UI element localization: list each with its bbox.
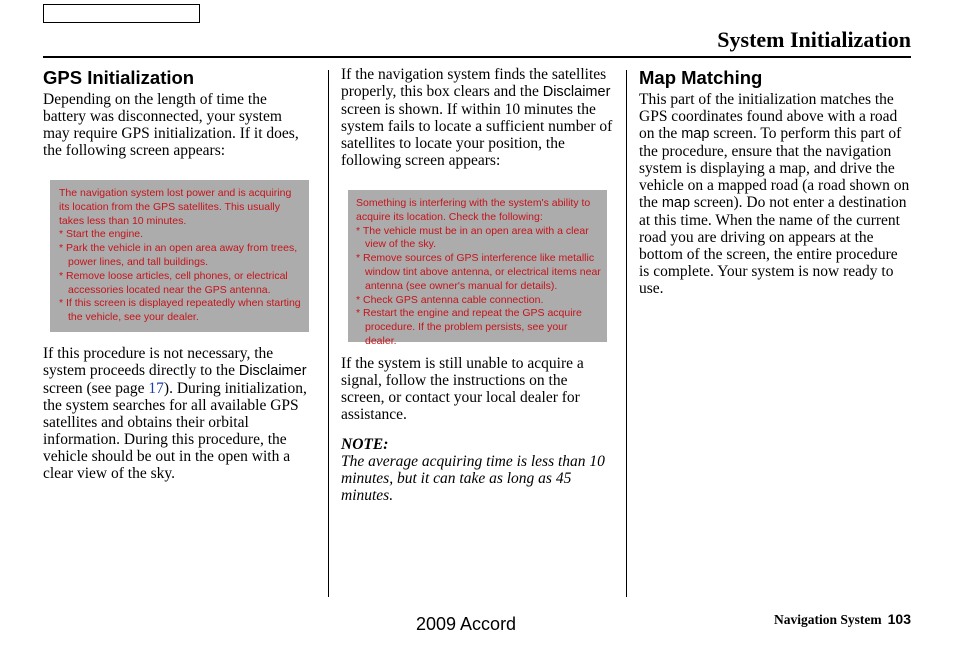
note-text: The average acquiring time is less than 10 minutes, but it can take as long as 45 minutes.	[341, 453, 605, 504]
body-text: screen. To perform this part of the procedure, ensure that the navigation system is displaying a map, and drive the vehicle on a mapped road (a road shown on the	[639, 125, 910, 211]
map-matching-body	[639, 91, 911, 297]
screen-message: Something is interfering with the system's ability to acquire its location. Check the following:	[356, 197, 591, 223]
left-column	[43, 66, 311, 482]
gps-initialization-intro: Depending on the length of time the battery was disconnected, your system may require GPS initialization. If it does, the following screen appears:	[43, 91, 299, 159]
gps-interference-screen	[348, 190, 607, 347]
gps-initialization-body	[43, 345, 311, 482]
body-text: If this procedure is not necessary, the system proceeds directly to the	[43, 345, 274, 379]
gps-lost-power-screen	[50, 180, 309, 332]
body-text: screen is shown. If within 10 minutes the system fails to locate a sufficient number of satellites to locate your position, the following screen appears:	[341, 101, 613, 169]
header-tab-box	[43, 4, 200, 23]
screen-bullet: * The vehicle must be in an open area with a clear view of the sky.	[356, 224, 589, 251]
map-matching-heading: Map Matching	[639, 67, 763, 88]
page-number: 103	[887, 611, 911, 627]
footer-model: 2009 Accord	[416, 614, 517, 634]
screen-bullet: * If this screen is displayed repeatedly when starting the vehicle, see your dealer.	[59, 297, 301, 324]
disclaimer-term: Disclaimer	[238, 363, 307, 379]
header-rule	[43, 56, 911, 58]
screen-bullet: * Remove sources of GPS interference like metallic window tint above antenna, or electrical items near antenna (see owner's manual for details).	[356, 252, 601, 292]
screen-bullet: * Check GPS antenna cable connection.	[356, 293, 544, 306]
screen-bullet: * Restart the engine and repeat the GPS acquire procedure. If the problem persists, see your dealer.	[356, 307, 582, 347]
screen-bullet: * Park the vehicle in an open area away from trees, power lines, and tall buildings.	[59, 242, 298, 268]
footer-navigation	[774, 611, 911, 628]
screen-bullet: * Start the engine.	[59, 228, 144, 241]
map-term: map	[661, 195, 691, 211]
gps-initialization-heading: GPS Initialization	[43, 67, 195, 88]
map-term: map	[681, 126, 710, 142]
column-divider-left	[328, 70, 329, 597]
screen-bullet: * Remove loose articles, cell phones, or electrical accessories located near the GPS antenna.	[59, 269, 288, 296]
column-divider-right	[626, 70, 627, 597]
body-text: This part of the initialization matches the GPS coordinates found above with a road on the	[639, 91, 898, 142]
page-17-link[interactable]: 17	[148, 380, 164, 397]
screen-message: The navigation system lost power and is acquiring its location from the GPS satellites. This usually takes less than 10 minutes.	[59, 187, 292, 227]
body-text: screen (see page	[43, 380, 145, 397]
right-column	[639, 66, 911, 297]
body-text: ). During initialization, the system searches for all available GPS satellites and obtains their orbital information. During this procedure, the vehicle should be out in the open with a clear view of the sky.	[43, 380, 307, 482]
middle-body: If the system is still unable to acquire a signal, follow the instructions on the screen, or contact your local dealer for assistance.	[341, 355, 584, 423]
note-label: NOTE:	[341, 436, 389, 453]
middle-intro	[341, 66, 613, 169]
disclaimer-term: Disclaimer	[542, 84, 611, 100]
middle-column	[341, 66, 613, 504]
footer-nav-label: Navigation System	[774, 612, 882, 627]
body-text: screen). Do not enter a destination at this time. When the name of the current road you are driving on appears at the bottom of the screen, the entire procedure is complete. Your system is now ready to use.	[639, 194, 907, 297]
page-title: System Initialization	[717, 27, 911, 52]
body-text: If the navigation system finds the satellites properly, this box clears and the	[341, 66, 607, 100]
